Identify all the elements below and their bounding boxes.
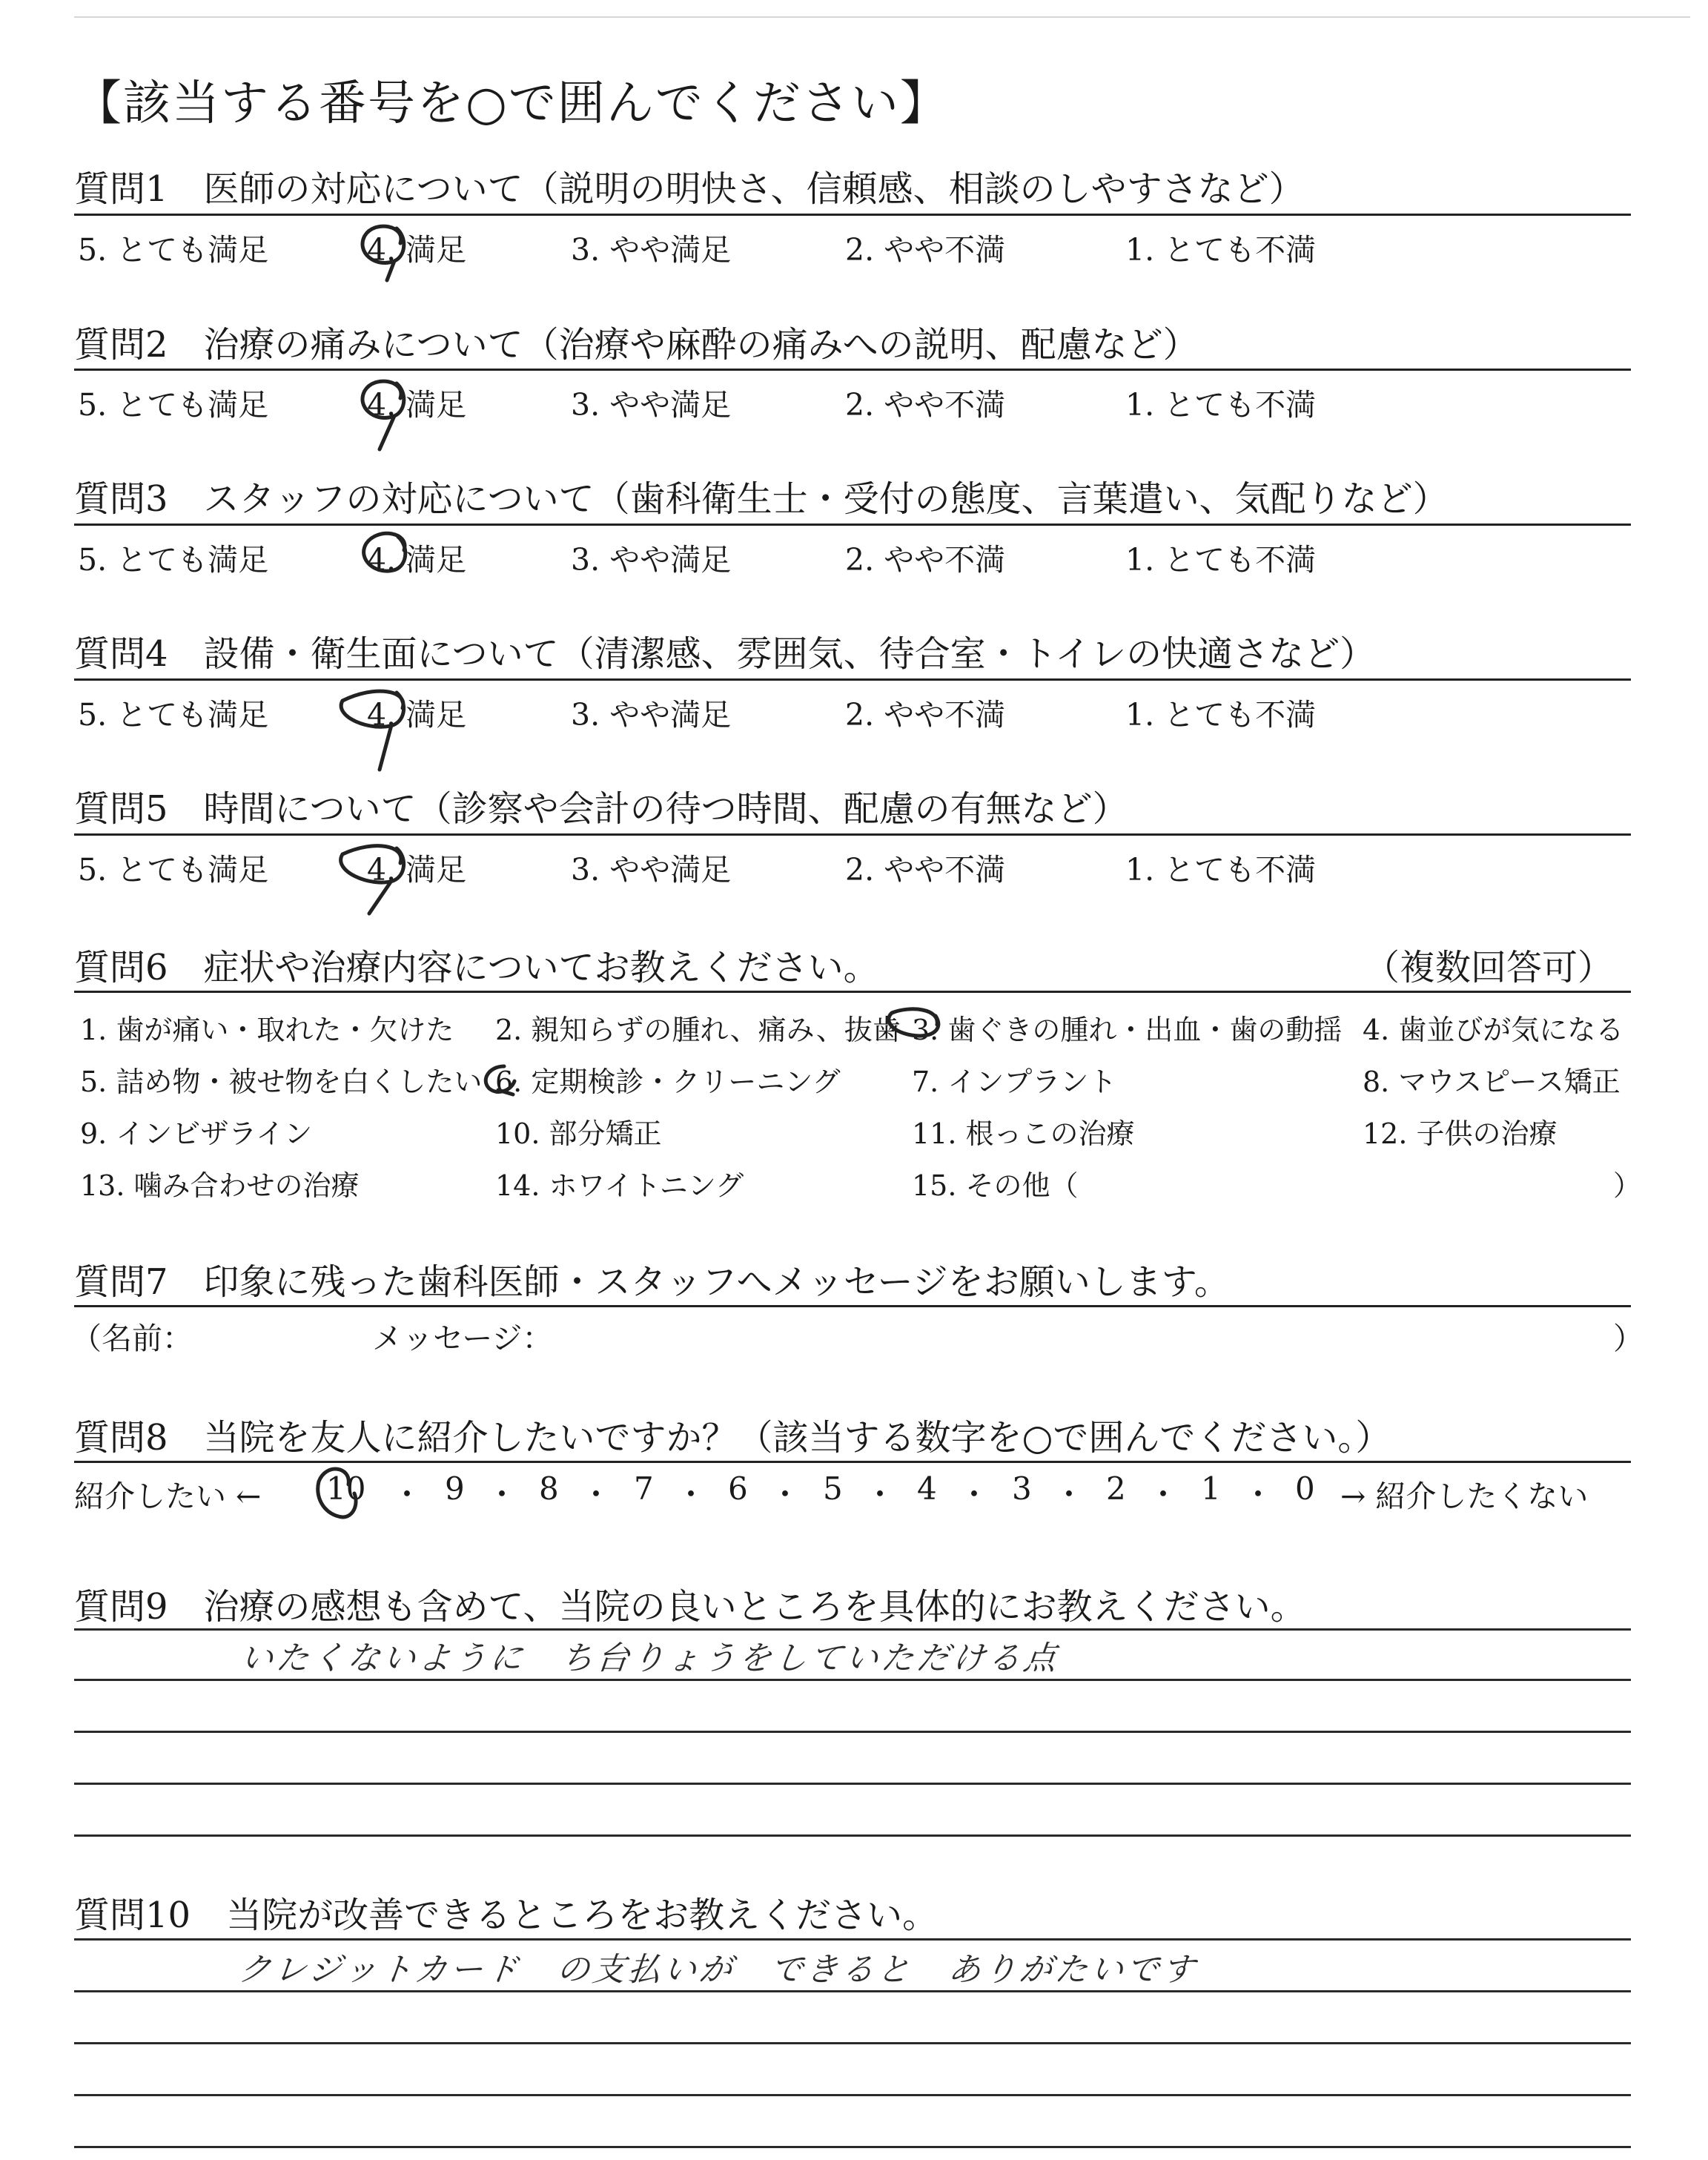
q5-option-1[interactable]: 1. とても不満 <box>1125 852 1317 888</box>
q3-selection-circle <box>364 533 406 571</box>
q2-option-2[interactable]: 2. やや不満 <box>845 387 1006 423</box>
q7-close-paren: ） <box>1613 1321 1644 1356</box>
q4-option-4[interactable]: 4. 満足 <box>367 697 467 733</box>
q10-handwritten-answer[interactable]: クレジットカード の支払いが できると ありがたいです <box>236 1951 1199 1989</box>
q7-message-label: メッセージ： <box>372 1321 553 1356</box>
q8-left-label: 紹介したい ← <box>74 1479 262 1514</box>
q1-option-3[interactable]: 3. やや満足 <box>571 232 732 268</box>
q1-option-2[interactable]: 2. やや不満 <box>845 232 1006 268</box>
q5-selection-circle <box>341 846 404 914</box>
q6-option-7[interactable]: 7. インプラント <box>912 1066 1117 1098</box>
q6-multiple-note: （複数回答可） <box>1364 947 1614 988</box>
q8-sep: ・ <box>1148 1476 1179 1513</box>
q6-option-14[interactable]: 14. ホワイトニング <box>495 1169 744 1202</box>
q8-score-3[interactable]: 3 <box>1012 1470 1032 1507</box>
q9-title: 質問9 治療の感想も含めて、当院の良いところを具体的にお教えください。 <box>74 1586 1306 1628</box>
q8-score-8[interactable]: 8 <box>539 1470 559 1507</box>
q2-selection-circle <box>363 381 404 449</box>
q3-option-5[interactable]: 5. とても満足 <box>78 542 269 578</box>
q8-score-10[interactable]: 10 <box>326 1470 366 1507</box>
q8-score-2[interactable]: 2 <box>1106 1470 1126 1507</box>
q8-score-4[interactable]: 4 <box>917 1470 937 1507</box>
q2-title: 質問2 治療の痛みについて（治療や麻酔の痛みへの説明、配慮など） <box>74 324 1199 366</box>
q6-option-6[interactable]: 6. 定期検診・クリーニング <box>495 1066 841 1098</box>
q6-option-3-circle <box>889 1009 939 1036</box>
q5-title: 質問5 時間について（診察や会計の待つ時間、配慮の有無など） <box>74 788 1128 830</box>
q6-option-1[interactable]: 1. 歯が痛い・取れた・欠けた <box>80 1014 454 1046</box>
q3-title: 質問3 スタッフの対応について（歯科衛生士・受付の態度、言葉遣い、気配りなど） <box>74 478 1449 520</box>
q3-option-4[interactable]: 4. 満足 <box>367 542 467 578</box>
q8-title: 質問8 当院を友人に紹介したいですか？（該当する数字を○で囲んでください。） <box>74 1417 1391 1459</box>
q8-score-6[interactable]: 6 <box>728 1470 748 1507</box>
q8-score-0[interactable]: 0 <box>1295 1470 1315 1507</box>
q8-selection-circle <box>318 1469 356 1517</box>
q5-option-5[interactable]: 5. とても満足 <box>78 852 269 888</box>
q3-option-3[interactable]: 3. やや満足 <box>571 542 732 578</box>
q3-option-1[interactable]: 1. とても不満 <box>1125 542 1317 578</box>
q1-option-4[interactable]: 4. 満足 <box>367 232 467 268</box>
q8-sep: ・ <box>391 1476 423 1513</box>
q6-other-close-paren: ） <box>1613 1169 1642 1202</box>
q3-option-2[interactable]: 2. やや不満 <box>845 542 1006 578</box>
q2-option-4[interactable]: 4. 満足 <box>367 387 467 423</box>
q1-selection-circle <box>363 226 404 280</box>
q8-score-5[interactable]: 5 <box>823 1470 843 1507</box>
q8-score-9[interactable]: 9 <box>445 1470 465 1507</box>
q6-option-2[interactable]: 2. 親知らずの腫れ、痛み、抜歯 <box>495 1014 901 1046</box>
q5-option-2[interactable]: 2. やや不満 <box>845 852 1006 888</box>
q8-sep: ・ <box>675 1476 707 1513</box>
page-heading: 【該当する番号を○で囲んでください】 <box>74 76 949 131</box>
q8-sep: ・ <box>1053 1476 1085 1513</box>
q7-title: 質問7 印象に残った歯科医師・スタッフへメッセージをお願いします。 <box>74 1261 1230 1303</box>
q6-option-10[interactable]: 10. 部分矯正 <box>495 1117 662 1150</box>
q2-option-3[interactable]: 3. やや満足 <box>571 387 732 423</box>
q2-option-1[interactable]: 1. とても不満 <box>1125 387 1317 423</box>
q6-option-12[interactable]: 12. 子供の治療 <box>1363 1117 1558 1150</box>
q4-option-1[interactable]: 1. とても不満 <box>1125 697 1317 733</box>
q5-option-4[interactable]: 4. 満足 <box>367 852 467 888</box>
q8-sep: ・ <box>580 1476 612 1513</box>
q4-selection-circle <box>341 691 403 770</box>
q6-option-4[interactable]: 4. 歯並びが気になる <box>1363 1014 1624 1046</box>
q8-score-1[interactable]: 1 <box>1201 1470 1221 1507</box>
q4-option-3[interactable]: 3. やや満足 <box>571 697 732 733</box>
q8-right-label: → 紹介したくない <box>1340 1479 1589 1514</box>
q6-option-6-circle <box>486 1066 514 1094</box>
q6-option-5[interactable]: 5. 詰め物・被せ物を白くしたい <box>80 1066 483 1098</box>
q2-option-5[interactable]: 5. とても満足 <box>78 387 269 423</box>
q6-title: 質問6 症状や治療内容についてお教えください。 <box>74 947 879 988</box>
q7-name-label: （名前： <box>71 1321 193 1356</box>
q10-title: 質問10 当院が改善できるところをお教えください。 <box>74 1895 939 1936</box>
q1-title: 質問1 医師の対応について（説明の明快さ、信頼感、相談のしやすさなど） <box>74 168 1305 210</box>
q8-sep: ・ <box>864 1476 896 1513</box>
q8-sep: ・ <box>1242 1476 1274 1513</box>
q4-option-2[interactable]: 2. やや不満 <box>845 697 1006 733</box>
q8-sep: ・ <box>959 1476 990 1513</box>
q9-handwritten-answer[interactable]: いたくないように ち台りょうをしていただける点 <box>238 1639 1062 1677</box>
q6-option-8[interactable]: 8. マウスピース矯正 <box>1363 1066 1621 1098</box>
q6-option-9[interactable]: 9. インビザライン <box>80 1117 313 1150</box>
q8-sep: ・ <box>486 1476 518 1513</box>
q1-option-1[interactable]: 1. とても不満 <box>1125 232 1317 268</box>
q6-option-11[interactable]: 11. 根っこの治療 <box>912 1117 1135 1150</box>
q6-option-15[interactable]: 15. その他（ <box>912 1169 1079 1202</box>
q1-option-5[interactable]: 5. とても満足 <box>78 232 269 268</box>
q4-option-5[interactable]: 5. とても満足 <box>78 697 269 733</box>
q6-option-13[interactable]: 13. 噛み合わせの治療 <box>80 1169 360 1202</box>
q5-option-3[interactable]: 3. やや満足 <box>571 852 732 888</box>
q8-score-7[interactable]: 7 <box>634 1470 654 1507</box>
q6-option-3[interactable]: 3. 歯ぐきの腫れ・出血・歯の動揺 <box>912 1014 1343 1046</box>
q8-sep: ・ <box>769 1476 801 1513</box>
q4-title: 質問4 設備・衛生面について（清潔感、雰囲気、待合室・トイレの快適さなど） <box>74 633 1376 675</box>
